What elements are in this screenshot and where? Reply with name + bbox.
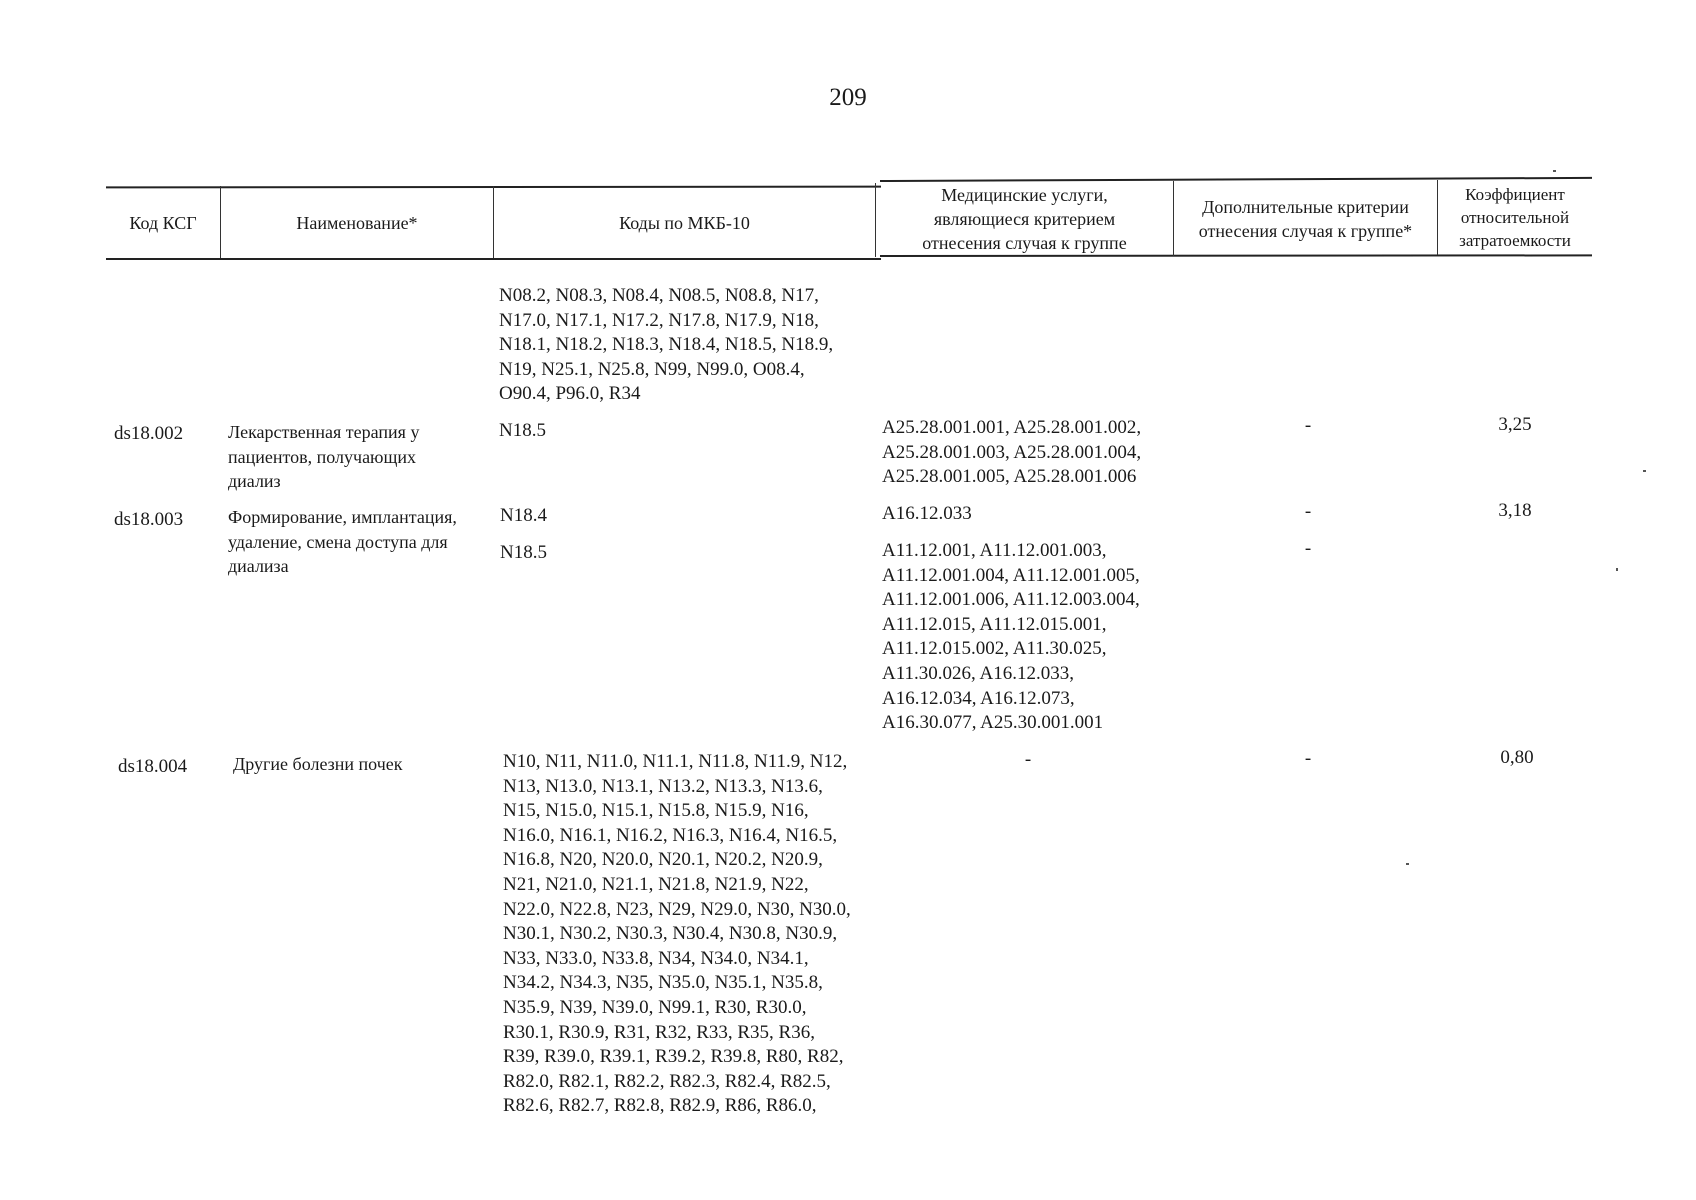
row-ds18-003-name: Формирование, имплантация, удаление, смена доступа для диализа [228, 507, 457, 577]
row-ds18-003-code: ds18.003 [114, 509, 184, 530]
header-icd: Коды по МКБ-10 [619, 213, 750, 233]
page-number: 209 [829, 84, 867, 111]
row-ds18-002-services: A25.28.001.001, A25.28.001.002, A25.28.001.003, A25.28.001.004, A25.28.001.005, A25.28.001.006 [882, 417, 1142, 488]
scan-speck [1643, 470, 1646, 472]
header-name: Наименование* [296, 213, 418, 233]
header-bottom-rule-left [106, 258, 881, 260]
scan-speck [1553, 170, 1556, 172]
row-ds18-002-icd: N18.5 [499, 420, 546, 441]
row-ds18-003-icd-1: N18.4 [500, 505, 547, 526]
row-ds18-004-icd-codes: N10, N11, N11.0, N11.1, N11.8, N11.9, N12, N13, N13.0, N13.1, N13.2, N13.3, N13.6, N15, N15.0, N15.1, N15.8, N15.9, N16, N16.0, N16.1, N16.2, N16.3, N16.4, N16.5, N16.8, N20, N20.0, N20.1, N20.2, N20.9, N21, N21.0, N21.1, N21.8, N21.9, N22, N22.0, N22.8, N23, N29, N29.0, N30, N30.0, N30.1, N30.2, N30.3, N30.4, N30.8, N30.9, N33, N33.0, N33.8, N34, N34.0, N34.1, N34.2, N34.3, N35, N35.0, N35.1, N35.8, N35.9, N39, N39.0, N99.1, R30, R30.0, R30.1, R30.9, R31, R32, R33, R35, R36, R39, R39.0, R39.1, R39.2, R39.8, R80, R82, R82.0, R82.1, R82.2, R82.3, R82.4, R82.5, R82.6, R82.7, R82.8, R82.9, R86, R86.0, [503, 751, 851, 1117]
row-ds18-002-criteria: - [1304, 415, 1312, 436]
header-code: Код КСГ [129, 213, 197, 233]
row-ds18-003-criteria-2: - [1304, 538, 1312, 559]
row-ds18-003-criteria-1: - [1304, 501, 1312, 522]
row-ds18-003-services-1: A16.12.033 [882, 503, 972, 524]
row-ds18-002-name: Лекарственная терапия у пациентов, получающих диализ [228, 422, 420, 492]
header-coefficient: Коэффициент относительной затратоемкости [1459, 185, 1571, 250]
header-services: Медицинские услуги, являющиеся критерием отнесения случая к группе [922, 185, 1127, 253]
row-ds18-003-services-2: A11.12.001, A11.12.001.003, A11.12.001.004, A11.12.001.005, A11.12.001.006, A11.12.003.004, A11.12.015, A11.12.015.001, A11.12.015.002, A11.30.025, A11.30.026, A16.12.033, A16.12.034, A16.12.073, A16.30.077, A25.30.001.001 [882, 540, 1140, 734]
row-ds18-004-services: - [1024, 749, 1032, 770]
row-ds18-004-code: ds18.004 [118, 756, 188, 777]
header-criteria: Дополнительные критерии отнесения случая к группе* [1198, 197, 1413, 241]
row-ds18-003-icd-2: N18.5 [500, 542, 547, 563]
row-ds18-002-code: ds18.002 [114, 423, 184, 444]
scan-speck [1406, 863, 1409, 865]
row-ds18-004-coefficient: 0,80 [1500, 747, 1534, 768]
row-ds18-003-coefficient: 3,18 [1498, 500, 1532, 521]
row-ds18-002-coefficient: 3,25 [1498, 414, 1532, 435]
row-continuation-icd-codes: N08.2, N08.3, N08.4, N08.5, N08.8, N17, N17.0, N17.1, N17.2, N17.8, N17.9, N18, N18.1, N18.2, N18.3, N18.4, N18.5, N18.9, N19, N25.1, N25.8, N99, N99.0, O08.4, O90.4, P96.0, R34 [499, 285, 834, 405]
row-ds18-004-name: Другие болезни почек [233, 754, 403, 774]
scan-speck [1616, 568, 1618, 571]
row-ds18-004-criteria: - [1304, 748, 1312, 769]
